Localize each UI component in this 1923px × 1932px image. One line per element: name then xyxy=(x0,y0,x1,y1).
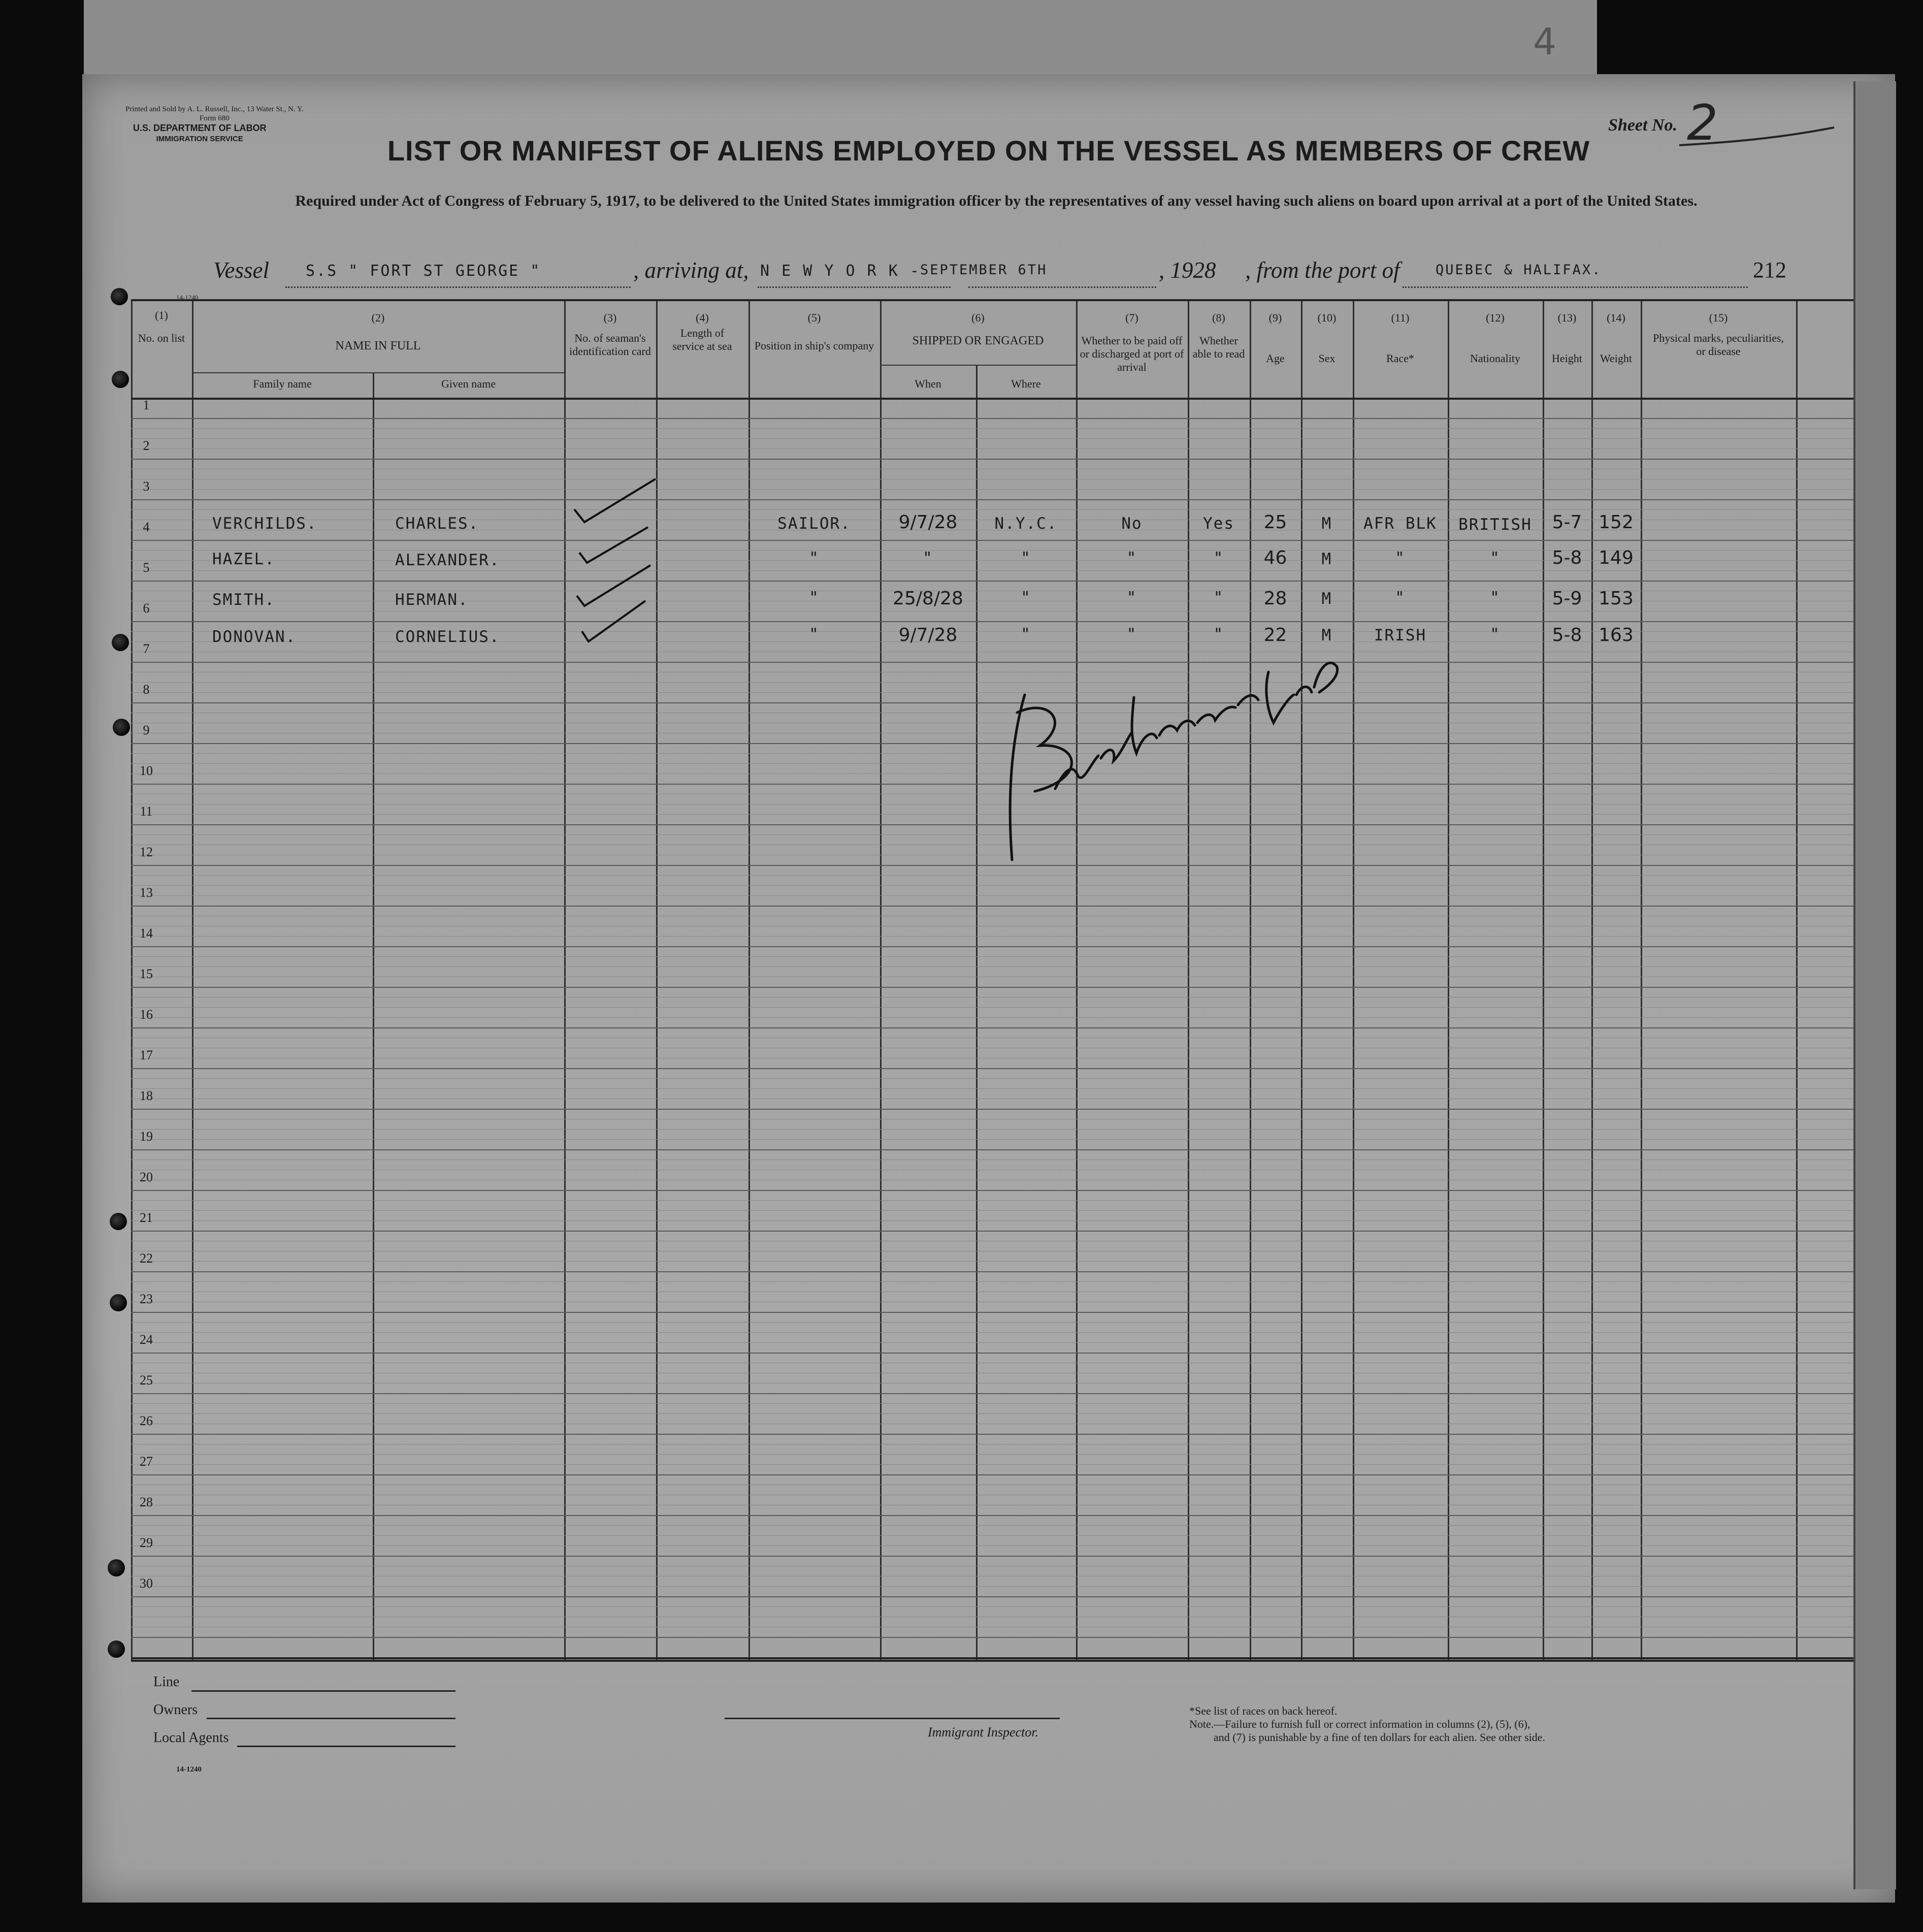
shipped-when: 25/8/28 xyxy=(893,588,963,609)
ruled-subline xyxy=(131,1454,1893,1455)
position: " xyxy=(809,589,820,607)
row-number: 26 xyxy=(140,1413,153,1428)
row-number: 22 xyxy=(140,1251,153,1266)
ruled-subline xyxy=(131,1078,1893,1079)
col13-header: Height xyxy=(1552,352,1582,365)
from-port: QUEBEC & HALIFAX. xyxy=(1436,262,1602,278)
given-name: CORNELIUS. xyxy=(395,628,500,646)
arriving-dotline xyxy=(758,286,951,288)
shipped-where: N.Y.C. xyxy=(994,514,1058,533)
col3-number: (3) xyxy=(603,311,617,324)
weight: 153 xyxy=(1599,588,1634,609)
binder-hole xyxy=(112,371,129,388)
ruled-subline xyxy=(131,1220,1893,1221)
col15-number: (15) xyxy=(1709,311,1728,324)
row-number: 4 xyxy=(143,520,150,534)
row-divider xyxy=(131,987,1893,988)
row-divider xyxy=(131,459,1893,460)
manifest-sheet xyxy=(82,74,1895,1903)
service-name: IMMIGRATION SERVICE xyxy=(156,135,243,143)
date-dotline xyxy=(968,286,1156,288)
height: 5-7 xyxy=(1552,512,1582,533)
vessel-label: Vessel xyxy=(213,257,269,283)
row-number: 13 xyxy=(140,885,153,900)
row-number: 16 xyxy=(140,1007,153,1022)
col11-number: (11) xyxy=(1391,311,1410,324)
col7-number: (7) xyxy=(1125,311,1138,324)
race: " xyxy=(1395,589,1406,607)
nationality: " xyxy=(1490,549,1501,567)
form-number: Form 680 xyxy=(199,114,230,122)
row-divider xyxy=(131,946,1893,947)
ruled-subline xyxy=(131,428,1893,429)
position: SAILOR. xyxy=(777,514,851,533)
row-number: 5 xyxy=(143,560,150,575)
when-header: When xyxy=(915,377,941,390)
row-number: 19 xyxy=(140,1129,153,1144)
position: " xyxy=(809,625,820,643)
given-name: ALEXANDER. xyxy=(395,551,500,569)
col11-header: Race* xyxy=(1386,352,1414,365)
row-number: 12 xyxy=(140,845,153,859)
row-number: 3 xyxy=(143,479,150,494)
nationality: " xyxy=(1490,589,1501,607)
col14-header: Weight xyxy=(1600,352,1632,365)
sex: M xyxy=(1321,626,1332,645)
binder-hole xyxy=(111,288,128,305)
paid-off: " xyxy=(1126,625,1137,643)
from-label: , from the port of xyxy=(1245,257,1400,283)
vessel-name: S.S " FORT ST GEORGE " xyxy=(306,262,541,280)
col4-number: (4) xyxy=(696,311,709,324)
row-divider xyxy=(131,418,1893,419)
col2-number: (2) xyxy=(371,311,385,324)
shipped-where: " xyxy=(1021,625,1031,643)
arrival-year: , 1928 xyxy=(1159,257,1216,283)
col1-header: No. on list xyxy=(138,332,185,344)
ruled-subline xyxy=(131,895,1893,896)
printer-imprint xyxy=(125,105,304,123)
col12-header: Nationality xyxy=(1470,352,1520,365)
row-number: 25 xyxy=(140,1373,153,1388)
owners-field xyxy=(207,1718,455,1719)
race: " xyxy=(1395,549,1406,567)
ruled-subline xyxy=(131,1139,1893,1140)
given-name-header: Given name xyxy=(441,377,496,390)
line-label: Line xyxy=(153,1674,180,1690)
family-name-header: Family name xyxy=(253,377,312,390)
table-bottom-rule xyxy=(131,1657,1893,1659)
row-number: 6 xyxy=(143,601,150,616)
row-number: 20 xyxy=(140,1170,153,1184)
inspector-signature-line xyxy=(725,1718,1060,1719)
ruled-subline xyxy=(131,936,1893,937)
row-number: 27 xyxy=(140,1454,153,1469)
vessel-dotline xyxy=(285,286,631,288)
arriving-port: N E W Y O R K - xyxy=(760,262,921,280)
row-number: 2 xyxy=(143,438,150,453)
ruled-subline xyxy=(131,489,1893,490)
from-dotline xyxy=(1403,286,1748,288)
row-number: 15 xyxy=(140,967,153,981)
ruled-subline xyxy=(131,1413,1893,1414)
ruled-subline xyxy=(131,1403,1893,1404)
arriving-label: , arriving at, xyxy=(633,257,749,283)
given-name: CHARLES. xyxy=(395,514,479,533)
col14-number: (14) xyxy=(1607,311,1625,324)
row-divider xyxy=(131,1637,1893,1638)
shipped-where: " xyxy=(1021,589,1031,607)
row-number: 1 xyxy=(143,398,150,412)
family-name: DONOVAN. xyxy=(212,628,297,646)
sex: M xyxy=(1321,550,1332,568)
ruled-subline xyxy=(131,1261,1893,1262)
col5-number: (5) xyxy=(807,311,821,324)
able-to-read: Yes xyxy=(1203,514,1234,533)
height: 5-8 xyxy=(1552,625,1582,646)
col8-number: (8) xyxy=(1212,311,1225,324)
ruled-subline xyxy=(131,1129,1893,1130)
department-name: U.S. DEPARTMENT OF LABOR xyxy=(133,123,267,133)
family-name: HAZEL. xyxy=(212,550,275,568)
ruled-subline xyxy=(131,885,1893,886)
ruled-subline xyxy=(131,875,1893,876)
age: 25 xyxy=(1263,512,1287,533)
col6-header: SHIPPED OR ENGAGED xyxy=(912,334,1044,347)
ruled-subline xyxy=(131,1200,1893,1201)
ruled-subline xyxy=(131,1545,1893,1546)
row-number: 8 xyxy=(143,682,150,697)
row-divider xyxy=(131,1393,1893,1394)
local-agents-field xyxy=(237,1746,455,1747)
ruled-subline xyxy=(131,1007,1893,1008)
weight: 152 xyxy=(1599,512,1634,533)
row-divider xyxy=(131,1271,1893,1272)
ruled-subline xyxy=(131,1586,1893,1587)
col9-header: Age xyxy=(1266,352,1285,365)
ruled-subline xyxy=(131,1322,1893,1323)
page-number: 212 xyxy=(1753,257,1786,282)
form-code-bottom: 14-1240 xyxy=(176,1765,202,1774)
row-divider xyxy=(131,621,1893,622)
col12-number: (12) xyxy=(1486,311,1505,324)
col9-number: (9) xyxy=(1268,311,1282,324)
ruled-subline xyxy=(131,1210,1893,1211)
row-divider xyxy=(131,581,1893,582)
height: 5-8 xyxy=(1552,548,1582,568)
footnote-penalty: Note.—Failure to furnish full or correct information in columns (2), (5), (6), xyxy=(1189,1718,1530,1730)
row-divider xyxy=(131,1149,1893,1150)
page-title: LIST OR MANIFEST OF ALIENS EMPLOYED ON THE VESSEL AS MEMBERS OF CREW xyxy=(387,135,1590,167)
ruled-subline xyxy=(131,438,1893,439)
shipped-when: 9/7/28 xyxy=(898,512,958,533)
sheet-number: 2 xyxy=(1687,94,1718,151)
ruled-subline xyxy=(131,1342,1893,1343)
printer-line: Printed and Sold by A. L. Russell, Inc., 13 Water St., N. Y. xyxy=(125,105,304,113)
row-divider xyxy=(131,1312,1893,1313)
check-marks xyxy=(564,393,666,667)
binding-strip xyxy=(1853,81,1896,1889)
row-number: 11 xyxy=(140,804,153,819)
ruled-subline xyxy=(131,1332,1893,1333)
row-number: 9 xyxy=(143,723,150,737)
row-divider xyxy=(131,1027,1893,1028)
row-divider xyxy=(131,1190,1893,1191)
col5-header: Position in ship's company xyxy=(754,339,874,352)
line-field xyxy=(191,1690,455,1692)
row-divider xyxy=(131,1434,1893,1435)
ruled-subline xyxy=(131,1281,1893,1282)
row-divider xyxy=(131,1068,1893,1069)
shipped-when: " xyxy=(923,549,933,567)
row-divider xyxy=(131,1556,1893,1557)
inspector-label: Immigrant Inspector. xyxy=(928,1725,1039,1740)
ruled-subline xyxy=(131,570,1893,571)
owners-label: Owners xyxy=(153,1702,198,1718)
row-divider xyxy=(131,906,1893,907)
row-number: 21 xyxy=(140,1210,153,1225)
col13-number: (13) xyxy=(1557,311,1577,324)
shipped-where: " xyxy=(1021,549,1031,567)
form-code-top: 14-1240 xyxy=(176,294,199,301)
ruled-subline xyxy=(131,1535,1893,1536)
row-number: 7 xyxy=(143,641,150,656)
arrival-date: SEPTEMBER 6TH xyxy=(920,262,1048,278)
ruled-subline xyxy=(131,1525,1893,1526)
row-divider xyxy=(131,1109,1893,1110)
row-number: 14 xyxy=(140,926,153,941)
height: 5-9 xyxy=(1552,588,1582,609)
row-number: 24 xyxy=(140,1332,153,1347)
local-agents-label: Local Agents xyxy=(153,1730,229,1746)
sheet-label: Sheet No. xyxy=(1608,116,1677,135)
ruled-subline xyxy=(131,1606,1893,1607)
position: " xyxy=(809,549,820,567)
row-divider xyxy=(131,1231,1893,1232)
col1-number: (1) xyxy=(155,309,168,321)
col10-header: Sex xyxy=(1318,352,1335,365)
given-name: HERMAN. xyxy=(395,591,469,609)
ruled-subline xyxy=(131,956,1893,957)
race: AFR BLK xyxy=(1363,514,1437,533)
binder-hole xyxy=(113,719,130,736)
race: IRISH xyxy=(1374,626,1427,645)
shipped-when: 9/7/28 xyxy=(898,625,958,646)
ruled-subline xyxy=(131,448,1893,449)
footnote xyxy=(1189,1704,1545,1744)
ruled-subline xyxy=(131,1017,1893,1018)
row-number: 17 xyxy=(140,1048,153,1062)
col8-header: Whether able to read xyxy=(1192,334,1245,360)
row-number: 10 xyxy=(140,763,153,778)
able-to-read: " xyxy=(1213,589,1224,607)
binder-hole xyxy=(108,1640,125,1658)
family-name: VERCHILDS. xyxy=(212,514,317,533)
col6-number: (6) xyxy=(971,311,985,324)
row-divider xyxy=(131,1353,1893,1354)
row-divider xyxy=(131,1474,1893,1475)
row-number: 18 xyxy=(140,1088,153,1103)
row-number: 30 xyxy=(140,1576,153,1591)
paid-off: No xyxy=(1121,514,1143,533)
nationality: " xyxy=(1490,625,1501,643)
col7-header: Whether to be paid off or discharged at port of arrival xyxy=(1080,334,1184,373)
footnote-races: *See list of races on back hereof. xyxy=(1189,1704,1338,1717)
underlying-sheet-number: 4 xyxy=(1533,20,1556,63)
paid-off: " xyxy=(1126,589,1137,607)
paid-off: " xyxy=(1126,549,1137,567)
binder-hole xyxy=(108,1559,125,1576)
row-divider xyxy=(131,540,1893,541)
binder-hole xyxy=(110,1294,127,1311)
col3-header: No. of seaman's identification card xyxy=(569,332,651,358)
page-subtitle: Required under Act of Congress of February 5, 1917, to be delivered to the United States immigration officer by the representatives of any vessel having such aliens on board upon arrival at a port of the United States. xyxy=(295,192,1698,209)
family-name: SMITH. xyxy=(212,591,275,609)
row-number: 28 xyxy=(140,1495,153,1509)
where-header: Where xyxy=(1011,377,1041,390)
row-divider xyxy=(131,1596,1893,1597)
col2-header: NAME IN FULL xyxy=(335,339,421,352)
able-to-read: " xyxy=(1213,625,1224,643)
ruled-subline xyxy=(131,509,1893,510)
age: 46 xyxy=(1263,548,1287,568)
row-divider xyxy=(131,1515,1893,1516)
inspector-signature xyxy=(964,636,1350,870)
age: 22 xyxy=(1263,625,1287,646)
weight: 149 xyxy=(1599,548,1634,568)
binder-hole xyxy=(110,1213,127,1230)
binder-hole xyxy=(112,634,129,651)
footnote-penalty-cont: and (7) is punishable by a fine of ten dollars for each alien. See other side. xyxy=(1214,1731,1546,1744)
weight: 163 xyxy=(1599,625,1634,646)
row-divider xyxy=(131,499,1893,500)
col10-number: (10) xyxy=(1317,311,1337,324)
nationality: BRITISH xyxy=(1458,516,1532,534)
ruled-subline xyxy=(131,1464,1893,1465)
col15-header: Physical marks, peculiarities, or disease xyxy=(1653,332,1784,358)
sex: M xyxy=(1321,590,1332,608)
crew-table xyxy=(131,299,1895,1662)
ruled-subline xyxy=(131,1088,1893,1089)
row-number: 29 xyxy=(140,1535,153,1550)
row-number: 23 xyxy=(140,1292,153,1306)
able-to-read: " xyxy=(1213,549,1224,567)
age: 28 xyxy=(1263,588,1287,609)
col4-header: Length of service at sea xyxy=(672,327,732,352)
sex: M xyxy=(1321,514,1332,533)
